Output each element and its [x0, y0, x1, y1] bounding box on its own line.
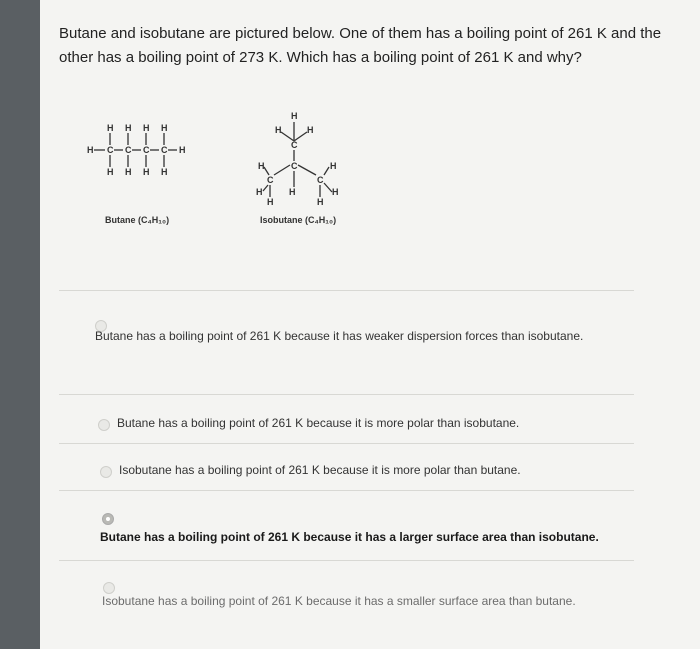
atom-h: H — [161, 167, 168, 177]
atom-h: H — [107, 167, 114, 177]
butane-caption: Butane (C₄H₁₀) — [105, 215, 170, 225]
answer-radio-3[interactable] — [100, 466, 112, 478]
atom-h: H — [291, 111, 298, 121]
atom-h: H — [258, 161, 265, 171]
atom-h: H — [143, 167, 150, 177]
answer-radio-2[interactable] — [98, 419, 110, 431]
atom-h: H — [256, 187, 263, 197]
atom-c: C — [291, 161, 298, 171]
question-card — [40, 0, 700, 649]
isobutane-caption: Isobutane (C₄H₁₀) — [260, 215, 337, 225]
atom-h: H — [143, 123, 150, 133]
atom-h: H — [289, 187, 296, 197]
atom-h: H — [107, 123, 114, 133]
atom-h: H — [161, 123, 168, 133]
answer-radio-4[interactable] — [102, 513, 114, 525]
atom-h: H — [179, 145, 186, 155]
answer-label-2[interactable]: Butane has a boiling point of 261 K because it is more polar than isobutane. — [117, 416, 520, 430]
divider — [59, 490, 634, 491]
atom-c: C — [125, 145, 132, 155]
atom-c: C — [291, 140, 298, 150]
atom-h: H — [275, 125, 282, 135]
atom-h: H — [125, 167, 132, 177]
atom-h: H — [317, 197, 324, 207]
divider — [59, 560, 634, 561]
atom-c: C — [107, 145, 114, 155]
answer-label-4[interactable]: Butane has a boiling point of 261 K because it has a larger surface area than isobutane. — [100, 530, 599, 544]
divider — [59, 290, 634, 291]
atom-c: C — [143, 145, 150, 155]
butane-structure — [87, 123, 186, 225]
atom-c: C — [317, 175, 324, 185]
atom-h: H — [267, 197, 274, 207]
isobutane-structure — [256, 111, 339, 225]
answer-label-5[interactable]: Isobutane has a boiling point of 261 K because it has a smaller surface area than butane. — [102, 594, 576, 608]
atom-h: H — [307, 125, 314, 135]
atom-h: H — [330, 161, 337, 171]
question-text: Butane and isobutane are pictured below. One of them has a boiling point of 261 K and the other has a boiling point of 273 K. Which has a boiling point of 261 K and why? — [59, 25, 662, 66]
atom-h: H — [87, 145, 94, 155]
divider — [59, 394, 634, 395]
atom-h: H — [125, 123, 132, 133]
atom-h: H — [332, 187, 339, 197]
divider — [59, 443, 634, 444]
answer-label-3[interactable]: Isobutane has a boiling point of 261 K because it is more polar than butane. — [119, 463, 521, 477]
atom-c: C — [161, 145, 168, 155]
answer-label-1[interactable]: Butane has a boiling point of 261 K because it has weaker dispersion forces than isobutane. — [95, 329, 584, 343]
atom-c: C — [267, 175, 274, 185]
molecule-diagrams — [80, 105, 380, 240]
